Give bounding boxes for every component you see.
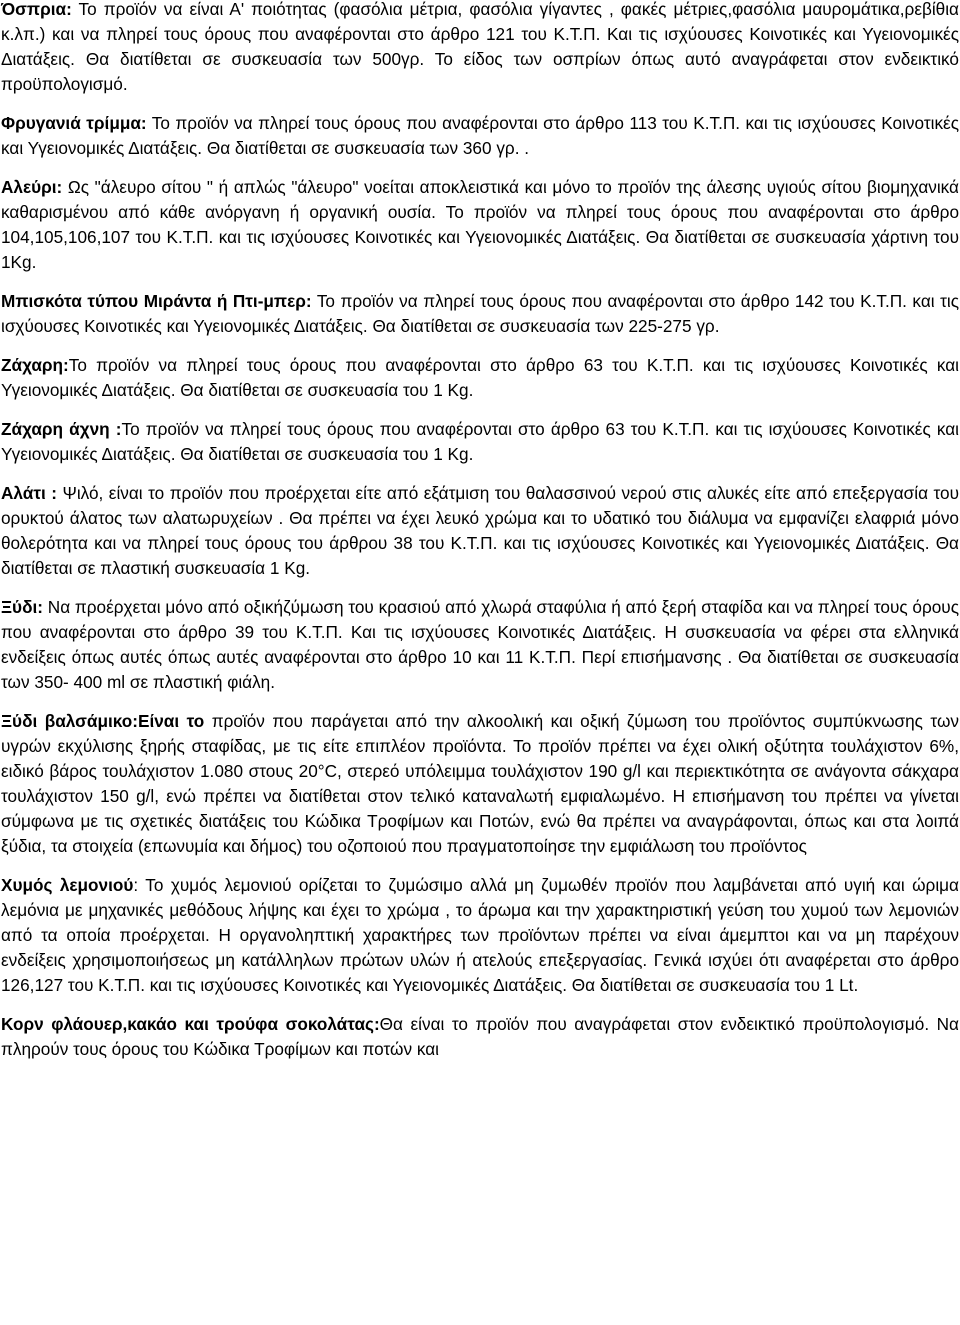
paragraph-body-biscuits: Το προϊόν να πληρεί τους όρους που αναφέρονται στο άρθρο 142 του Κ.Τ.Π. και τις ισχύουσες Κοινοτικές και Υγειονομικές Διατάξεις. Θα διατίθεται σε συσκευασία των 225-275 γρ. (1, 291, 959, 336)
paragraph-body-sugar: Το προϊόν να πληρεί τους όρους που αναφέρονται στο άρθρο 63 του Κ.Τ.Π. και τις ισχύουσες Κοινοτικές και Υγειονομικές Διατάξεις. Θα διατίθεται σε συσκευασία του 1 Kg. (1, 355, 959, 400)
paragraph-lemon-juice (1, 873, 959, 998)
paragraph-body-lemon-juice: : Το χυμός λεμονιού ορίζεται το ζυμώσιμο αλλά μη ζυμωθέν προϊόν που λαμβάνεται από υγιή και ώριμα λεμόνια με μηχανικές μεθόδους λήψης και έχει το χρώμα , το άρωμα και την χαρακτηριστική γεύση του χυμού των λεμονιών από τα οποία προέρχεται. Η οργανοληπτική χαρακτήρες των προϊόντων πρέπει να είναι άμεμπτοι και να μη παρέχουν ενδείξεις χρησιμοποιήσεως μη κατάλληλων πρώτων υλών ή ατελούς επεξεργασίας. Γενικά ισχύει ότι αναφέρεται στο άρθρο 126,127 του Κ.Τ.Π. και τις ισχύουσες Κοινοτικές και Υγειονομικές Διατάξεις. Θα διατίθεται σε συσκευασία του 1 Lt. (1, 875, 959, 995)
paragraph-title-legumes: Όσπρια: (1, 0, 72, 19)
paragraph-title-biscuits: Μπισκότα τύπου Μιράντα ή Πτι-μπερ: (1, 291, 312, 311)
paragraph-title-breadcrumbs: Φρυγανιά τρίμμα: (1, 113, 147, 133)
paragraph-body-flour: Ως "άλευρο σίτου " ή απλώς "άλευρο" νοείται αποκλειστικά και μόνο το προϊόν της άλεσης υγιούς σίτου βιομηχανικά καθαρισμένου από κάθε ανόργανη ή οργανική ουσία. Το προϊόν να πληρεί τους όρους που αναφέρονται στο άρθρο 104,105,106,107 του Κ.Τ.Π. και τις ισχύουσες Κοινοτικές και Υγειονομικές Διατάξεις. Θα διατίθεται σε συσκευασία χάρτινη του 1Kg. (1, 177, 959, 272)
paragraph-title-flour: Αλεύρι: (1, 177, 63, 197)
paragraph-title-cornflour-cocoa: Κορν φλάουερ,κακάο και τρούφα σοκολάτας: (1, 1014, 380, 1034)
paragraph-breadcrumbs (1, 111, 959, 161)
paragraph-flour (1, 175, 959, 275)
paragraph-body-powdered-sugar: Το προϊόν να πληρεί τους όρους που αναφέρονται στο άρθρο 63 του Κ.Τ.Π. και τις ισχύουσες Κοινοτικές και Υγειονομικές Διατάξεις. Θα διατίθεται σε συσκευασία του 1 Kg. (1, 419, 959, 464)
paragraph-title-lemon-juice: Χυμός λεμονιού (1, 875, 134, 895)
paragraph-legumes (1, 0, 959, 97)
paragraph-title-balsamic-vinegar: Ξύδι βαλσάμικο:Είναι το (1, 711, 205, 731)
paragraph-title-vinegar: Ξύδι: (1, 597, 43, 617)
paragraph-powdered-sugar (1, 417, 959, 467)
paragraph-sugar (1, 353, 959, 403)
paragraph-body-vinegar: Να προέρχεται μόνο από οξικήζύμωση του κρασιού από χλωρά σταφύλια ή από ξερή σταφίδα και να πληρεί τους όρους που αναφέρονται στο άρθρο 39 του Κ.Τ.Π. Και τις ισχύουσες Κοινοτικές Διατάξεις. Η συσκευασία να φέρει στα ελληνικά ενδείξεις όπως αυτές όπως αυτές αναφέρονται στο άρθρο 10 και 11 Κ.Τ.Π. Περί επισήμανσης . Θα διατίθεται σε συσκευασία των 350- 400 ml σε πλαστική φιάλη. (1, 597, 959, 692)
paragraph-body-cornflour-cocoa: Θα είναι το προϊόν που αναγράφεται στον ενδεικτικό προϋπολογισμό. Να πληρούν τους όρους του Κώδικα Τροφίμων και ποτών και (1, 1014, 959, 1059)
paragraph-body-balsamic-vinegar: προϊόν που παράγεται από την αλκοολική και οξική ζύμωση του προϊόντος συμπύκνωσης των υγρών εκχύλισης ξηρής σταφίδας, με τις είτε επιπλέον προϊόντα. Το προϊόν πρέπει να έχει ολική οξύτητα τουλάχιστον 6%, ειδικό βάρος τουλάχιστον 1.080 στους 20°C, στερεό υπόλειμμα τουλάχιστον 190 g/l και περιεκτικότητα σε ανάγοντα σάκχαρα τουλάχιστον 150 g/l, ενώ πρέπει να διατίθεται στον τελικό καταναλωτή εμφιαλωμένο. Η επισήμανση του πρέπει να γίνεται σύμφωνα με τις σχετικές διατάξεις του Κώδικα Τροφίμων και Ποτών, ενώ θα πρέπει να αναγράφονται, όπως και στα λοιπά ξύδια, τα στοιχεία (επωνυμία και δήμος) του οζοποιού που πραγματοποίησε την εμφιάλωση του προϊόντος (1, 711, 959, 856)
paragraph-body-legumes: Το προϊόν να είναι Α' ποιότητας (φασόλια μέτρια, φασόλια γίγαντες , φακές μέτριες,φασόλια μαυρομάτικα,ρεβίθια κ.λπ.) και να πληρεί τους όρους που αναφέρονται στο άρθρο 121 του Κ.Τ.Π. Και τις ισχύουσες Κοινοτικές και Υγειονομικές Διατάξεις. Θα διατίθεται σε συσκευασία των 500γρ. Το είδος των οσπρίων όπως αυτό αναγράφεται στον ενδεικτικό προϋπολογισμό. (1, 0, 959, 94)
paragraph-title-sugar: Ζάχαρη: (1, 355, 69, 375)
paragraph-balsamic-vinegar (1, 709, 959, 859)
paragraph-body-salt: Ψιλό, είναι το προϊόν που προέρχεται είτε από εξάτμιση του θαλασσινού νερού στις αλυκές είτε από επεξεργασία του ορυκτού άλατος των αλατωρυχείων . Θα πρέπει να έχει λευκό χρώμα και το υδατικό του διάλυμα να εμφανίζει ελαφριά μόνο θολερότητα και να πληρεί τους όρους του άρθρου 38 του Κ.Τ.Π. και τις ισχύουσες Κοινοτικές και Υγειονομικές Διατάξεις. Θα διατίθεται σε πλαστική συσκευασία 1 Kg. (1, 483, 959, 578)
paragraph-vinegar (1, 595, 959, 695)
paragraph-title-salt: Αλάτι : (1, 483, 57, 503)
paragraph-body-breadcrumbs: Το προϊόν να πληρεί τους όρους που αναφέρονται στο άρθρο 113 του Κ.Τ.Π. και τις ισχύουσες Κοινοτικές και Υγειονομικές Διατάξεις. Θα διατίθεται σε συσκευασία των 360 γρ. . (1, 113, 959, 158)
paragraph-title-powdered-sugar: Ζάχαρη άχνη : (1, 419, 122, 439)
paragraph-cornflour-cocoa (1, 1012, 959, 1062)
paragraph-salt (1, 481, 959, 581)
paragraph-biscuits (1, 289, 959, 339)
